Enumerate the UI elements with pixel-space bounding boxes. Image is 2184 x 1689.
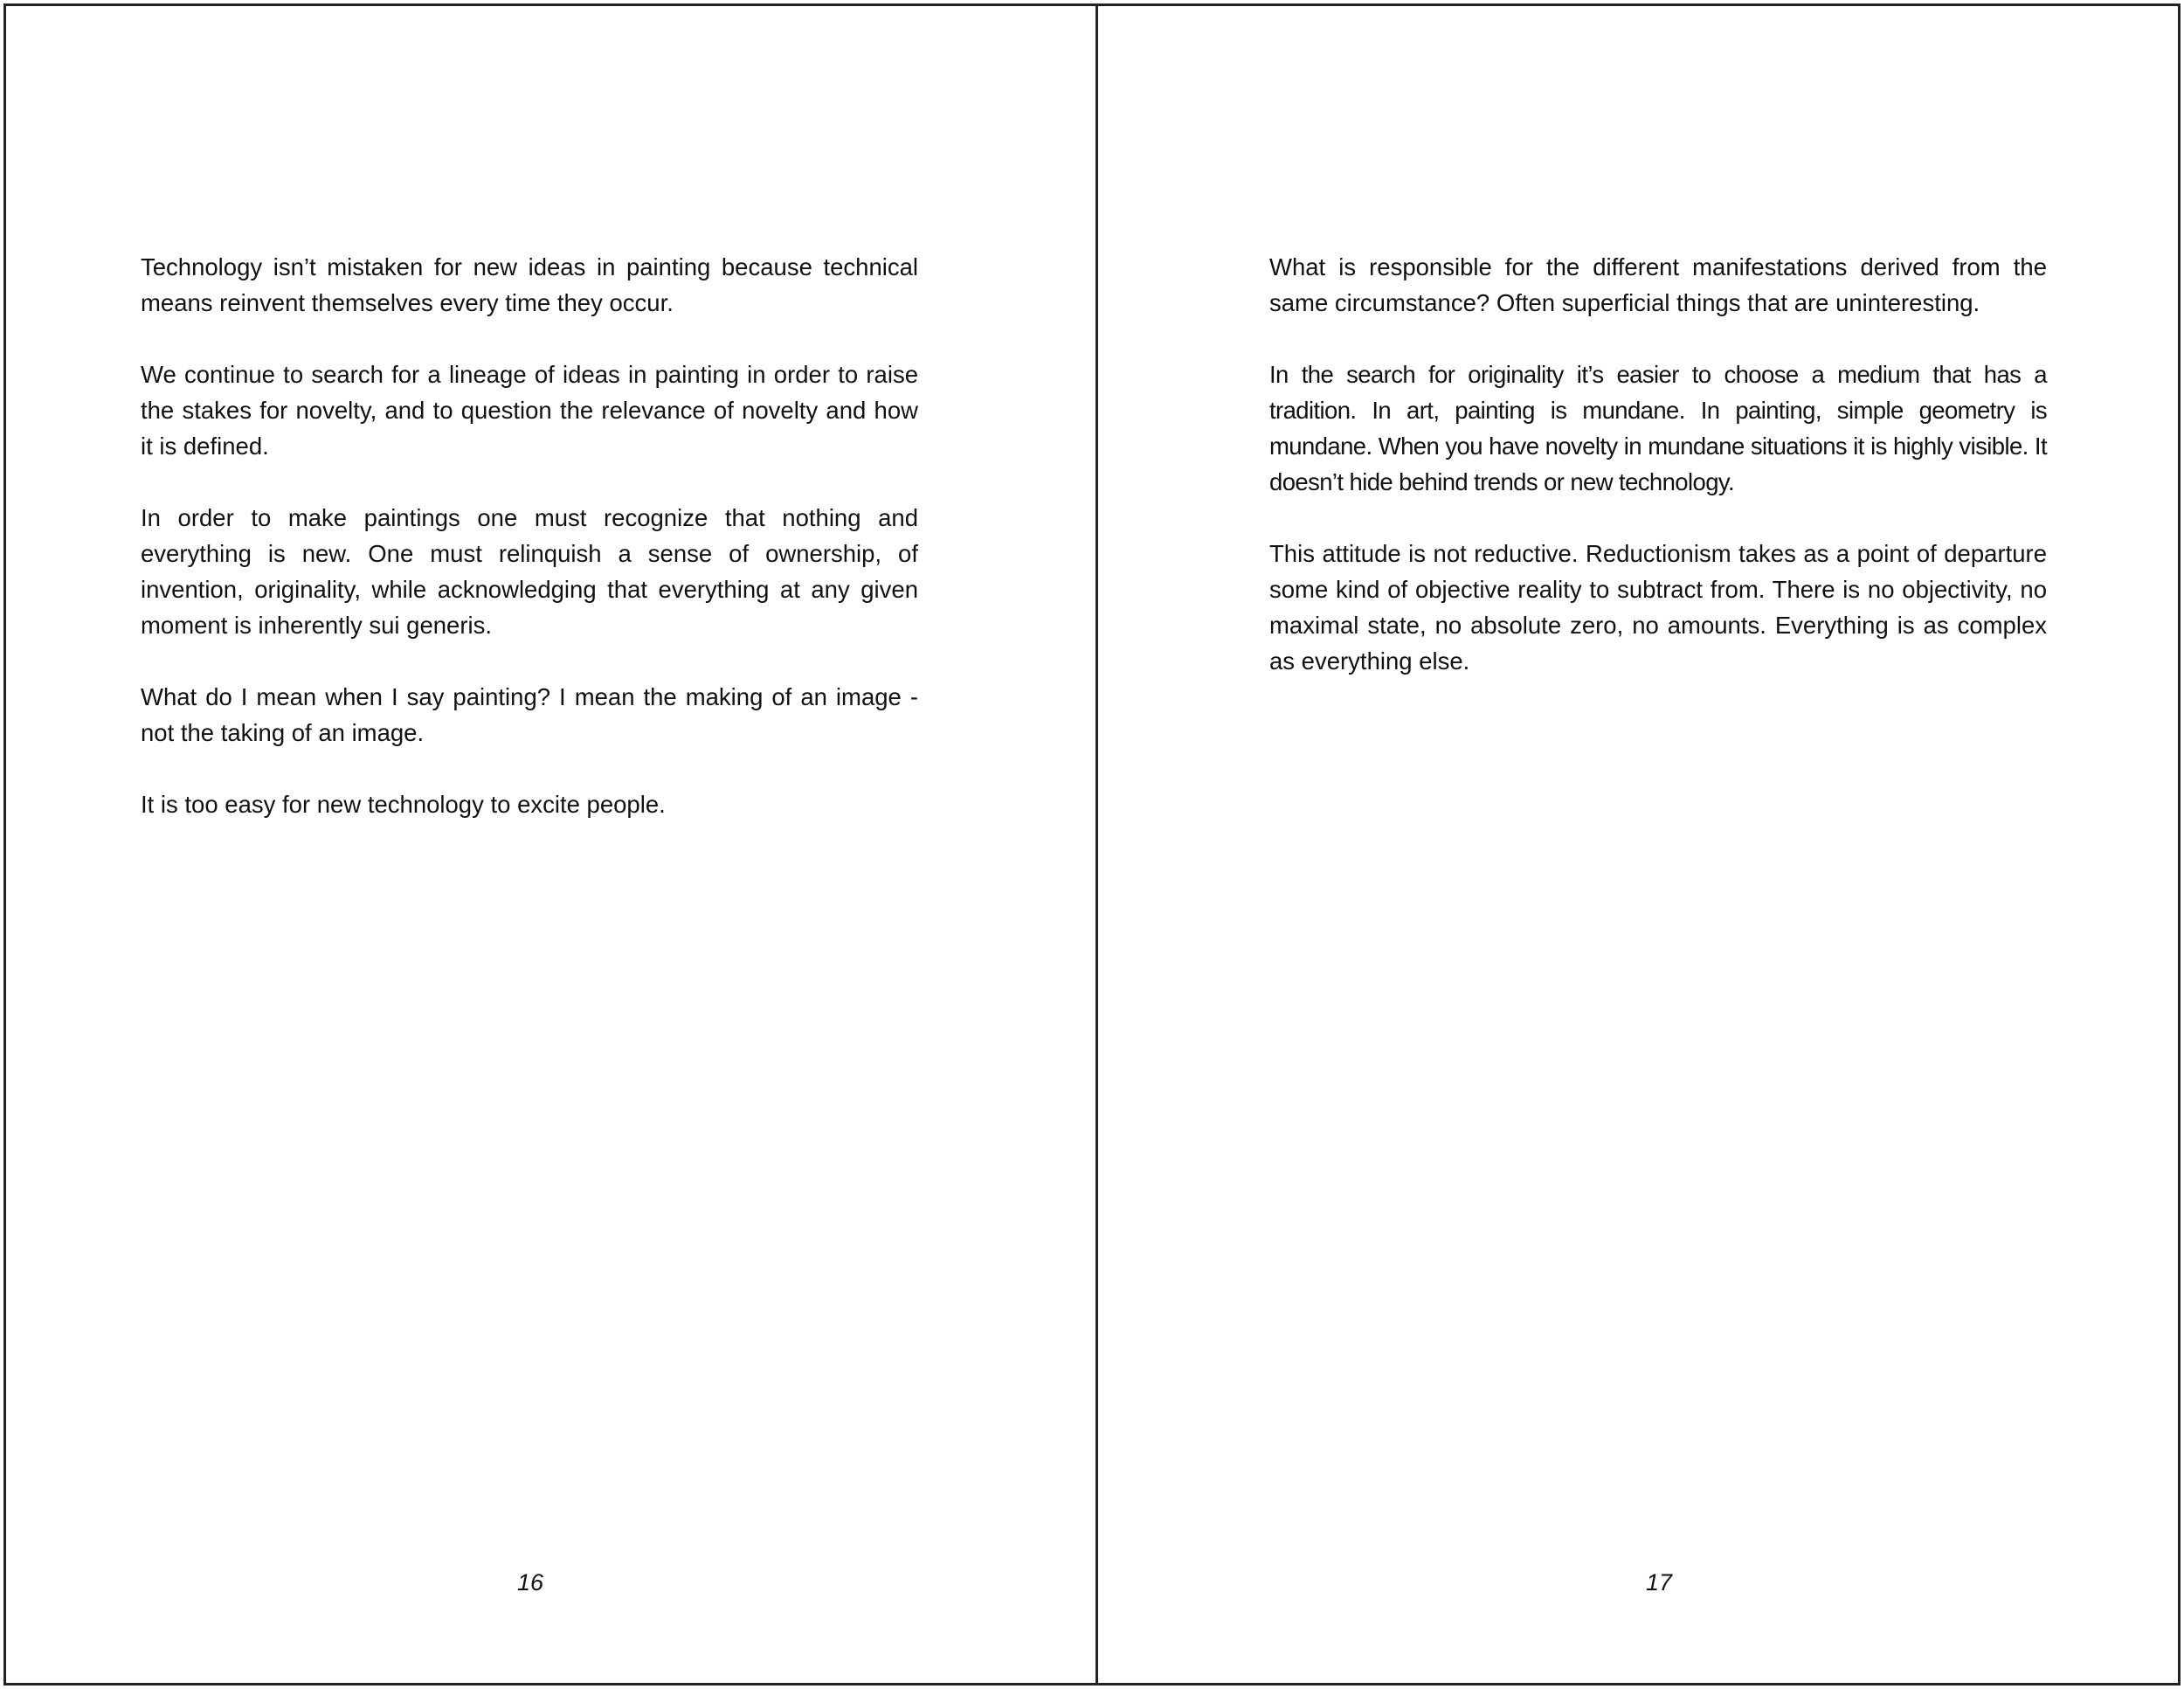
paragraph: This attitude is not reductive. Reductionism takes as a point of departure some kind of objective reality to subtract from. There is no objectivity, no maximal state, no absolute zero, no amounts. Everything is as complex as everything else.: [1269, 540, 2047, 675]
paragraph: Technology isn’t mistaken for new ideas in painting because technical means reinvent themselves every time they occur.: [141, 253, 918, 316]
paragraph: We continue to search for a lineage of ideas in painting in order to raise the stakes for novelty, and to question the relevance of novelty and how it is defined.: [141, 361, 918, 460]
page-number: 16: [516, 1569, 544, 1596]
paragraph: What do I mean when I say painting? I mean the making of an image - not the taking of an image.: [141, 683, 918, 746]
book-spread: [3, 3, 2181, 1686]
left-page: [6, 6, 1094, 1683]
paragraph: What is responsible for the different manifestations derived from the same circumstance? Often superficial things that are uninteresting.: [1269, 253, 2047, 316]
right-page-text: [1269, 249, 2047, 715]
left-page-text: [141, 249, 918, 858]
right-page: [1098, 6, 2184, 1683]
paragraph: In order to make paintings one must recognize that nothing and everything is new. One must relinquish a sense of ownership, of invention, originality, while acknowledging that everything at any given moment is inherently sui generis.: [141, 504, 918, 639]
paragraph: It is too easy for new technology to excite people.: [141, 791, 666, 818]
paragraph: In the search for originality it’s easier to choose a medium that has a tradition. In art, painting is mundane. In painting, simple geometry is mundane. When you have novelty in mundane situations it is highly visible. It doesn’t hide behind trends or new technology.: [1269, 361, 2047, 495]
page-number: 17: [1645, 1569, 1673, 1596]
